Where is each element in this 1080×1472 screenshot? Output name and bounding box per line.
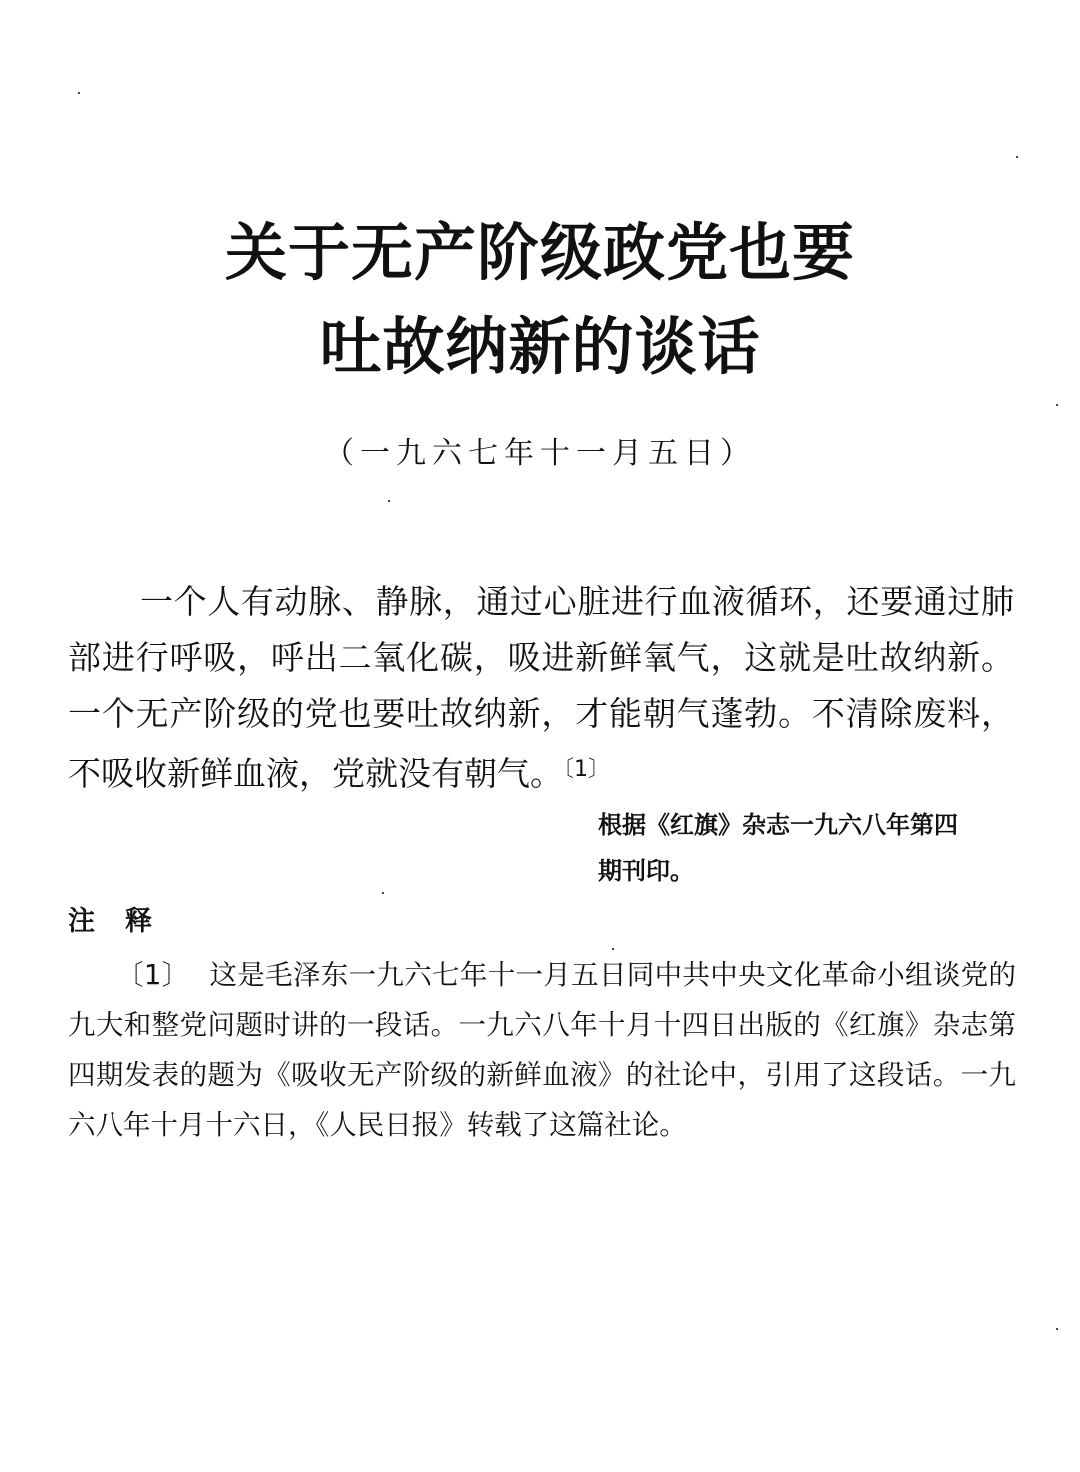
- source-line-2: 期刊印。: [598, 857, 694, 885]
- scan-speck: [612, 948, 614, 950]
- note-marker: 〔1〕: [116, 959, 190, 991]
- title-line-1: 关于无产阶级政党也要: [224, 216, 855, 289]
- scan-speck: [1016, 156, 1018, 158]
- scan-speck: [382, 892, 384, 894]
- footnote-reference: 〔1〕: [563, 757, 610, 782]
- note-item: [68, 950, 1016, 1150]
- scan-speck: [388, 500, 390, 502]
- scan-speck: [1056, 1328, 1058, 1330]
- scan-speck: [1056, 404, 1058, 406]
- source-line-1: 根据《红旗》杂志一九六八年第四: [598, 811, 958, 839]
- main-paragraph: [68, 574, 1014, 802]
- source-note: [598, 802, 1018, 894]
- date-line: （一九六七年十一月五日）: [324, 436, 756, 471]
- notes-heading: 注释: [68, 906, 182, 937]
- main-paragraph-text: 一个人有动脉、静脉，通过心脏进行血液循环，还要通过肺部进行呼吸，呼出二氧化碳，吸进新鲜氧气，这就是吐故纳新。一个无产阶级的党也要吐故纳新，才能朝气蓬勃。不清除废料，不吸收新鲜血液，党就没有朝气。: [68, 582, 1014, 793]
- scan-speck: [78, 92, 80, 94]
- title-line-2: 吐故纳新的谈话: [319, 310, 761, 383]
- note-text: 这是毛泽东一九六七年十一月五日同中共中央文化革命小组谈党的九大和整党问题时讲的一段话。一九六八年十月十四日出版的《红旗》杂志第四期发表的题为《吸收无产阶级的新鲜血液》的社论中，引用了这段话。一九六八年十月十六日，《人民日报》转载了这篇社论。: [68, 959, 1016, 1141]
